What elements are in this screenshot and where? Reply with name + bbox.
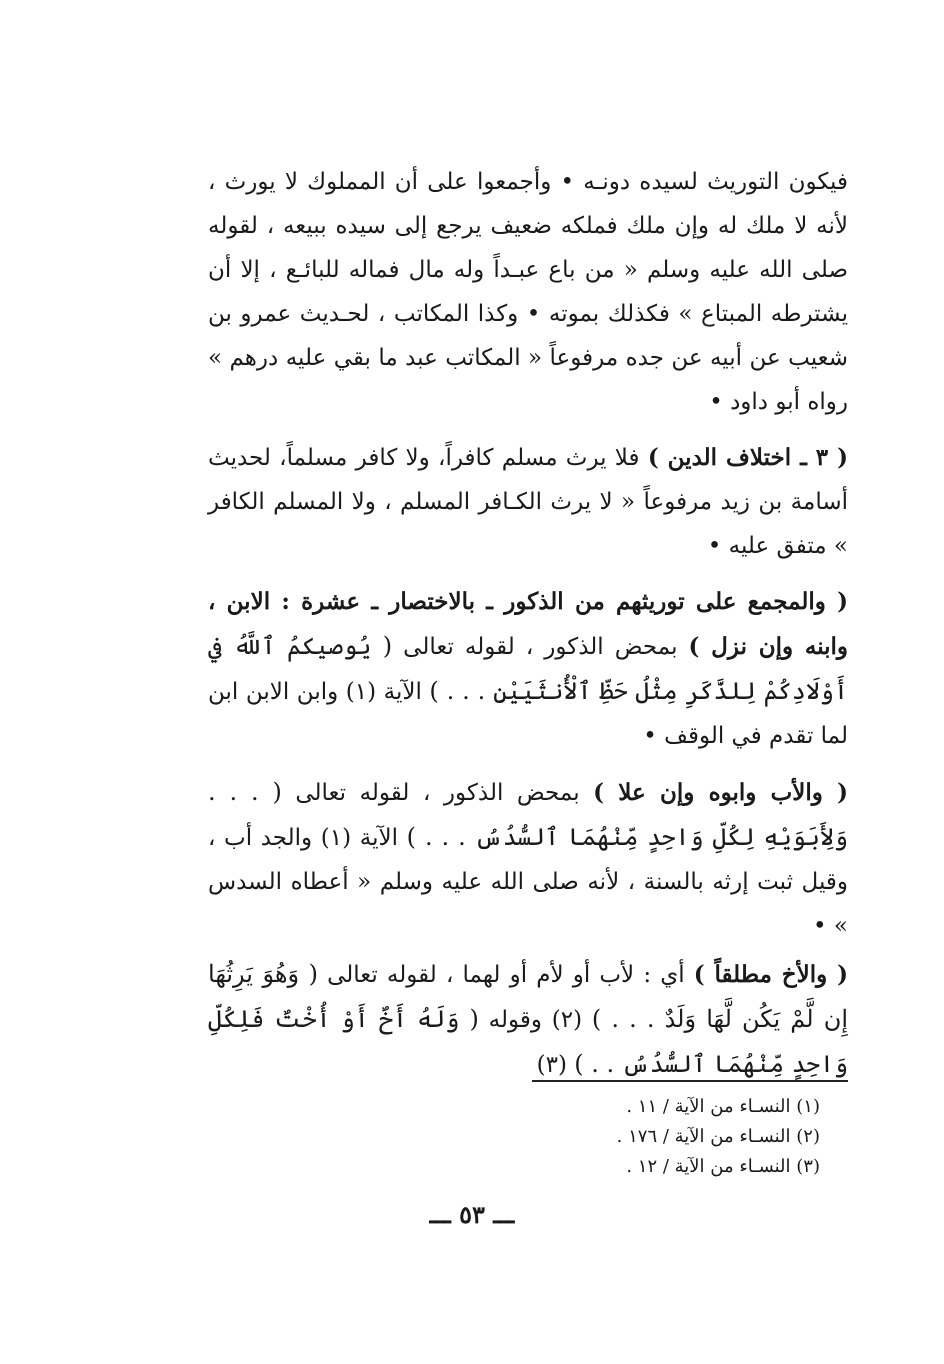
footnote-2: (٢) النسـاء من الآية / ١٧٦ .: [616, 1126, 820, 1147]
paragraph-text: الآية (١) والجد أب ، وقيل ثبت إرثه بالسنة ، لأنه صلى الله عليه وسلم « أعطاه السدس » •: [208, 825, 848, 939]
footnote-1: (١) النسـاء من الآية / ١١ .: [626, 1096, 820, 1117]
quran-verse: ( وَهُوَ يَرِثُهَا إِن لَّمْ يَكُن لَّهَا وَلَدٌ . . . ): [208, 960, 848, 1033]
paragraph-inheritance-slave: [208, 160, 848, 424]
paragraph-text: بمحض الذكور ، لقوله تعالى: [403, 634, 678, 660]
paragraph-father: [208, 770, 848, 948]
section-heading: ( والأب وابوه وإن علا ): [593, 779, 849, 806]
paragraph-brother: [208, 952, 848, 1087]
quran-verse: ( وَلَهُ أَخٌ أَوْ أُخْتٌ فَلِكُلِّ وَاحِدٍ مِّنْهُمَا ٱلسُّدُسُ . . ): [208, 1005, 848, 1078]
paragraph-text: (٢) وقوله: [488, 1007, 583, 1033]
quran-verse: ( يُوصيكمُ ٱللَّهُ في أَوْلَادِكُمْ لِلذَّكَرِ مِثْلُ حَظِّ ٱلْأُنثَيَيْنِ . . . ): [208, 632, 848, 705]
paragraph-text: أي : لأب أو لأم أو لهما ، لقوله تعالى: [327, 962, 685, 988]
footnote-3: (٣) النسـاء من الآية / ١٢ .: [626, 1156, 820, 1177]
footnote-separator: [532, 1080, 848, 1082]
section-heading: ( والأخ مطلقاً ): [693, 961, 848, 988]
paragraph-text: بمحض الذكور ، لقوله تعالى: [295, 780, 580, 806]
footnote-marker: (٣): [536, 1052, 567, 1078]
section-heading: ( ٣ ـ اختلاف الدين ): [647, 444, 849, 471]
paragraph-text: فلا يرث مسلم كافراً، ولا كافر مسلماً، لحديث أسامة بن زيد مرفوعاً « لا يرث الكـافر المسلم ، ولا المسلم الكافر » متفق عليه •: [208, 445, 848, 559]
page-number: ـــ ٥٣ ـــ: [429, 1200, 515, 1229]
section-heading: ( والمجمع على توريثهم من الذكور ـ بالاختصار ـ عشرة : الابن ، وابنه وإن نزل ): [208, 588, 849, 660]
paragraph-text: الآية (١) وابن الابن ابن لما تقدم في الوقف •: [208, 679, 848, 749]
quran-verse: ( . . . وَلِأَبَوَيْهِ لِكُلِّ وَاحِدٍ مِّنْهُمَا ٱلسُّدُسُ . . . ): [208, 778, 849, 851]
paragraph-religion-difference: [208, 436, 848, 568]
main-text: [208, 160, 848, 1087]
paragraph-text: فيكون التوريث لسيده دونـه • وأجمعوا على أن المملوك لا يورث ، لأنه لا ملك له وإن ملك فملكه ضعيف يرجع إلى سيده ببيعه ، لقوله صلى الله عليه وسلم « من باع عبـداً وله مال فماله للبائـع ، إلا أن يشترطه المبتاع » فكذلك بموته • وكذا المكاتب ، لحـديث عمرو بن شعيب عن أبيه عن جده مرفوعاً « المكاتب عبد ما بقي عليه درهم » رواه أبو داود •: [208, 169, 848, 415]
footnotes: [540, 1092, 820, 1182]
paragraph-male-heirs: [208, 580, 848, 758]
